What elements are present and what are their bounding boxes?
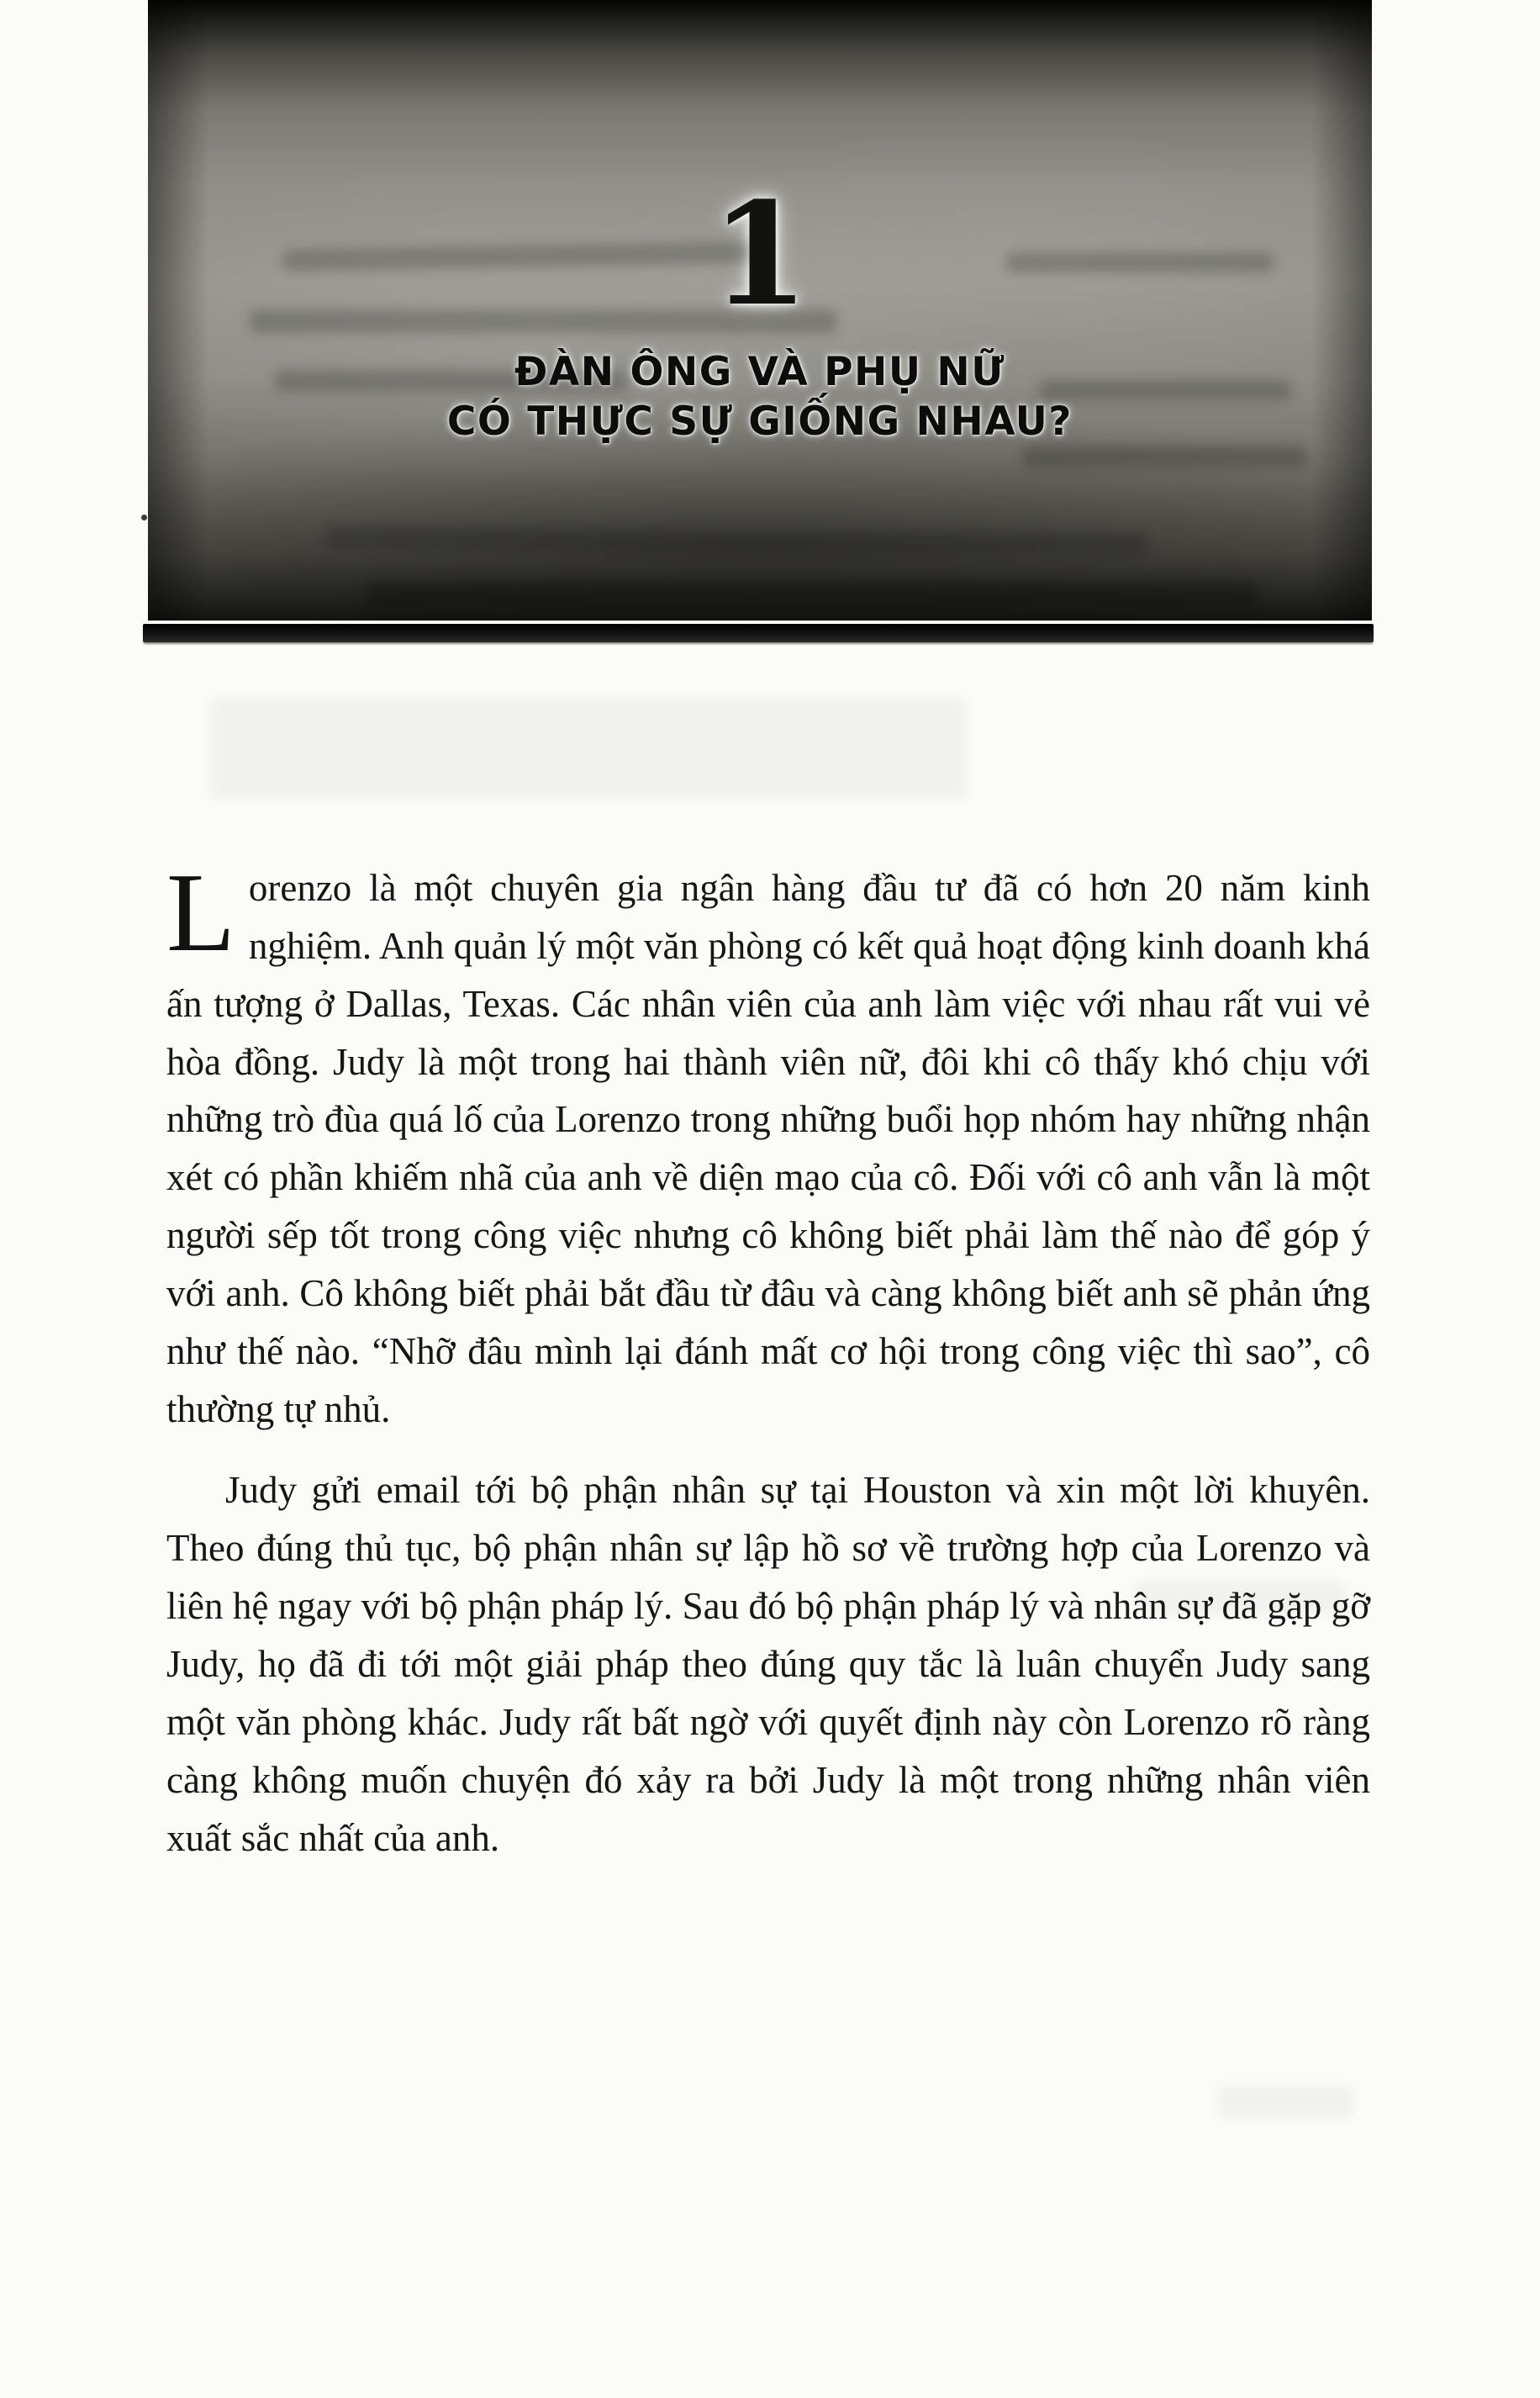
body-text (166, 850, 1370, 1867)
faint-bleed-ghost (1219, 2085, 1353, 2119)
paragraph-lorenzo-intro: Lorenzo là một chuyên gia ngân hàng đầu tư đã có hơn 20 năm kinh nghiệm. Anh quản lý một văn phòng có kết quả hoạt động kinh doanh khá ấn tượng ở Dallas, Texas. Các nhân viên của anh làm việc với nhau rất vui vẻ hòa đồng. Judy là một trong hai thành viên nữ, đôi khi cô thấy khó chịu với những trò đùa quá lố của Lorenzo trong những buổi họp nhóm hay những nhận xét có phần khiếm nhã của anh về diện mạo của cô. Đối với cô anh vẫn là một người sếp tốt trong công việc nhưng cô không biết phải làm thế nào để góp ý với anh. Cô không biết phải bắt đầu từ đâu và càng không biết anh sẽ phản ứng như thế nào. “Nhỡ đâu mình lại đánh mất cơ hội trong công việc thì sao”, cô thường tự nhủ. (166, 850, 1370, 1430)
bleed-smudge (324, 526, 1148, 557)
paragraph-judy-email: Judy gửi email tới bộ phận nhân sự tại Houston và xin một lời khuyên. Theo đúng thủ tục, bộ phận nhân sự lập hồ sơ về trường hợp của Lorenzo và liên hệ ngay với bộ phận pháp lý. Sau đó bộ phận pháp lý và nhân sự đã gặp gỡ Judy, họ đã đi tới một giải pháp theo đúng quy tắc là luân chuyển Judy sang một văn phòng khác. Judy rất bất ngờ với quyết định này còn Lorenzo rõ ràng càng không muốn chuyện đó xảy ra bởi Judy là một trong những nhân viên xuất sắc nhất của anh. (166, 1469, 1370, 1859)
chapter-title-line-2: CÓ THỰC SỰ GIỐNG NHAU? (446, 398, 1073, 445)
bleed-smudge (249, 309, 837, 333)
faint-bleed-ghost (210, 698, 967, 799)
chapter-title (447, 348, 1073, 447)
chapter-number: 1 (710, 171, 810, 337)
bleed-smudge (367, 582, 1258, 607)
bleed-smudge (1005, 252, 1274, 272)
header-rule (143, 624, 1374, 642)
chapter-title-line-1: ĐÀN ÔNG VÀ PHỤ NỮ (514, 349, 1005, 395)
bleed-smudge (282, 241, 753, 272)
chapter-header-scan-band (148, 0, 1372, 621)
bleed-smudge (1039, 380, 1291, 400)
bleed-smudge (274, 370, 627, 392)
bleed-smudge (1022, 446, 1308, 467)
scan-speck (141, 515, 147, 520)
